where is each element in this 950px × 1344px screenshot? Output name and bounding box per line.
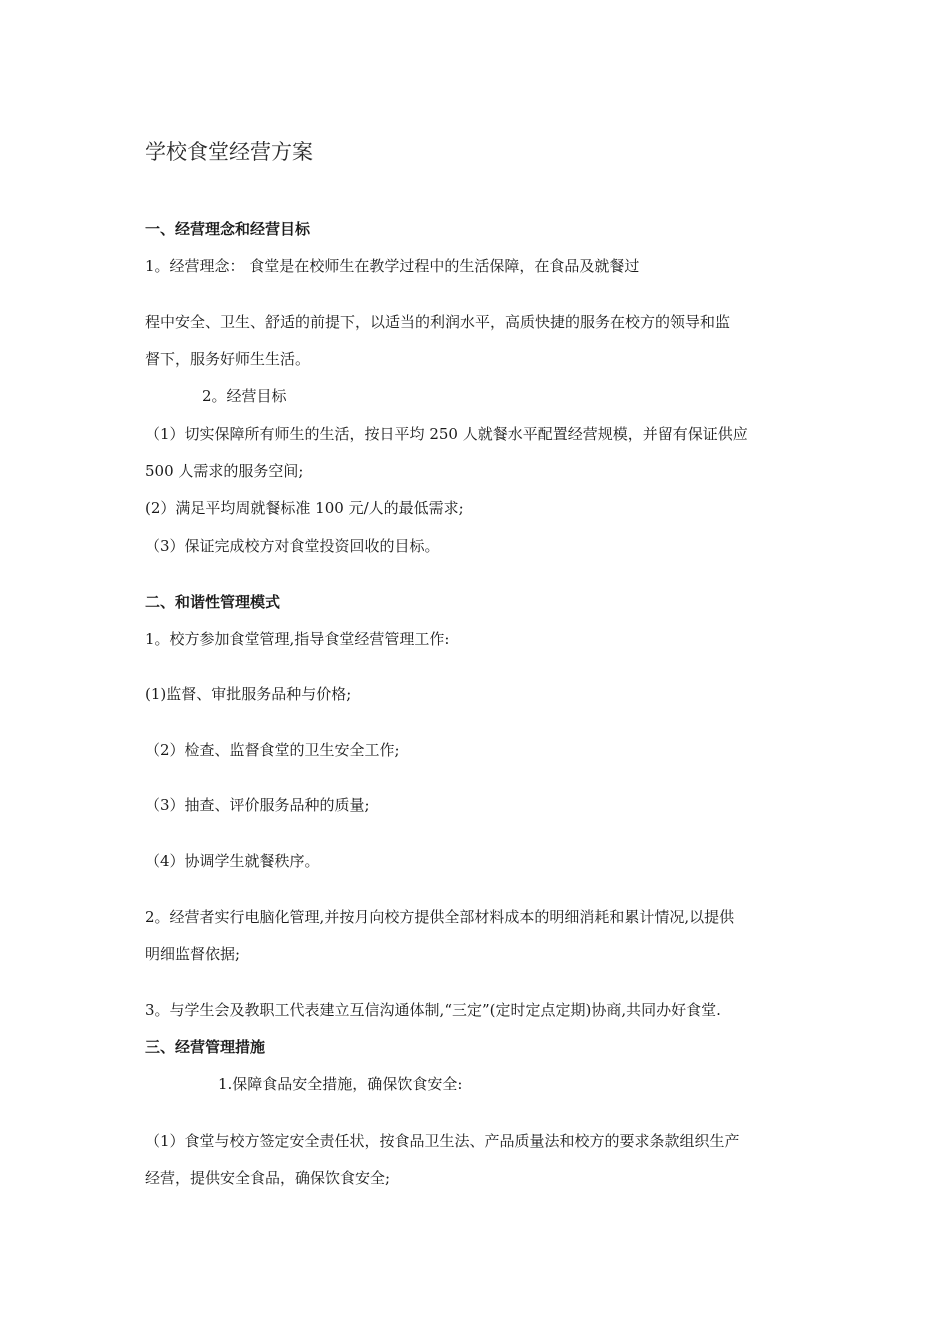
section-2-paragraph-2-line-2: 明细监督依据; — [145, 945, 241, 963]
section-2-item-3: （3）抽查、评价服务品种的质量; — [145, 796, 370, 814]
section-2-paragraph-3: 3。与学生会及教职工代表建立互信沟通体制,“三定”(定时定点定期)协商,共同办好食堂. — [145, 1001, 721, 1019]
section-1-subheading-goals: 2。经营目标 — [202, 387, 287, 405]
section-3-subheading-food-safety: 1.保障食品安全措施，确保饮食安全: — [218, 1075, 463, 1093]
section-3-heading: 三、经营管理措施 — [145, 1038, 266, 1056]
section-1-paragraph-1-line-1: 1。经营理念： 食堂是在校师生在教学过程中的生活保障，在食品及就餐过 — [145, 257, 640, 275]
section-2-item-4: （4）协调学生就餐秩序。 — [145, 852, 320, 870]
section-2-paragraph-1: 1。校方参加食堂管理,指导食堂经营管理工作: — [145, 630, 450, 648]
section-1-paragraph-1-line-2: 程中安全、卫生、舒适的前提下，以适当的利润水平，高质快捷的服务在校方的领导和监 — [145, 313, 731, 331]
section-1-item-3: （3）保证完成校方对食堂投资回收的目标。 — [145, 537, 440, 555]
section-3-item-1-line-2: 经营，提供安全食品，确保饮食安全; — [145, 1169, 391, 1187]
section-1-paragraph-1-line-3: 督下，服务好师生生活。 — [145, 350, 311, 368]
section-1-heading: 一、经营理念和经营目标 — [145, 220, 311, 238]
section-2-item-1: (1)监督、审批服务品种与价格; — [145, 685, 352, 703]
section-2-paragraph-2-line-1: 2。经营者实行电脑化管理,并按月向校方提供全部材料成本的明细消耗和累计情况,以提供 — [145, 908, 735, 926]
section-2-heading: 二、和谐性管理模式 — [145, 593, 281, 611]
section-1-item-1-line-2: 500 人需求的服务空间; — [145, 462, 304, 480]
section-1-item-2: (2）满足平均周就餐标准 100 元/人的最低需求; — [145, 499, 464, 517]
section-1-item-1-line-1: （1）切实保障所有师生的生活，按日平均 250 人就餐水平配置经营规模，并留有保证供应 — [145, 425, 748, 443]
document-title: 学校食堂经营方案 — [145, 140, 313, 164]
section-3-item-1-line-1: （1）食堂与校方签定安全责任状，按食品卫生法、产品质量法和校方的要求条款组织生产 — [145, 1132, 740, 1150]
section-2-item-2: （2）检查、监督食堂的卫生安全工作; — [145, 741, 400, 759]
